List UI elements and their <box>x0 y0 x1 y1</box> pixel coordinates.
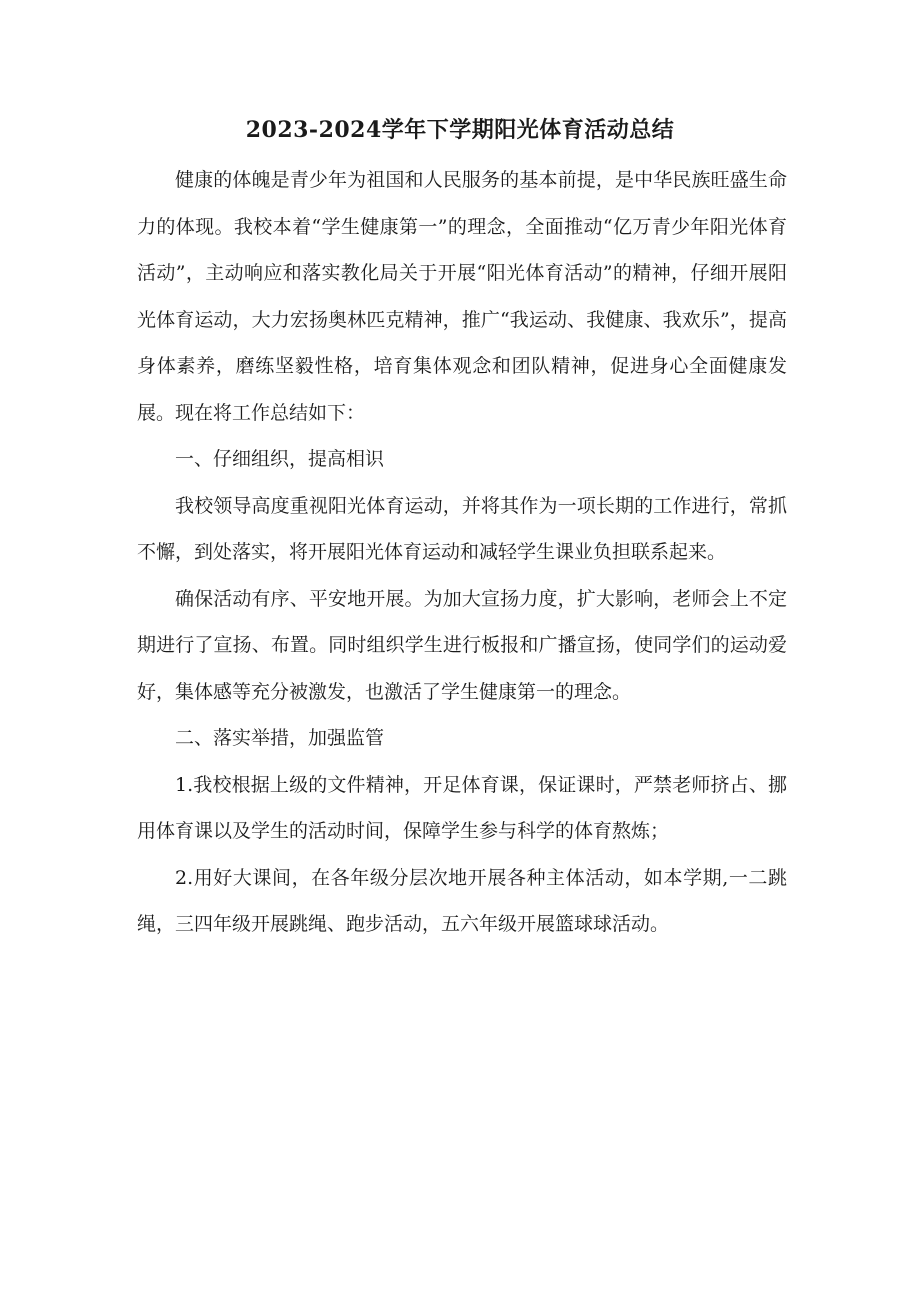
paragraph-item-2: 2.用好大课间，在各年级分层次地开展各种主体活动，如本学期,一二跳绳，三四年级开展跳绳、跑步活动，五六年级开展篮球球活动。 <box>137 866 787 935</box>
paragraph-publicity: 确保活动有序、平安地开展。为加大宣扬力度，扩大影响，老师会上不定期进行了宣扬、布置。同时组织学生进行板报和广播宣扬，使同学们的运动爱好，集体感等充分被激发，也激活了学生健康第一的理念。 <box>137 587 787 703</box>
document-title: 2023-2024学年下学期阳光体育活动总结 <box>245 117 675 143</box>
section-heading-2: 二、落实举措，加强监管 <box>175 727 385 749</box>
section-heading-1: 一、仔细组织，提高相识 <box>175 448 385 470</box>
document-body <box>137 157 787 948</box>
paragraph-intro: 健康的体魄是青少年为祖国和人民服务的基本前提，是中华民族旺盛生命力的体现。我校本着“学生健康第一”的理念，全面推动“亿万青少年阳光体育活动”，主动响应和落实教化局关于开展“阳光体育活动”的精神，仔细开展阳光体育运动，大力宏扬奥林匹克精神，推广“我运动、我健康、我欢乐”，提高身体素养，磨练坚毅性格，培育集体观念和团队精神，促进身心全面健康发展。现在将工作总结如下： <box>137 169 787 424</box>
paragraph-leadership: 我校领导高度重视阳光体育运动，并将其作为一项长期的工作进行，常抓不懈，到处落实，将开展阳光体育运动和减轻学生课业负担联系起来。 <box>137 494 787 563</box>
paragraph-item-1: 1.我校根据上级的文件精神，开足体育课，保证课时，严禁老师挤占、挪用体育课以及学生的活动时间，保障学生参与科学的体育熬炼； <box>137 773 787 842</box>
